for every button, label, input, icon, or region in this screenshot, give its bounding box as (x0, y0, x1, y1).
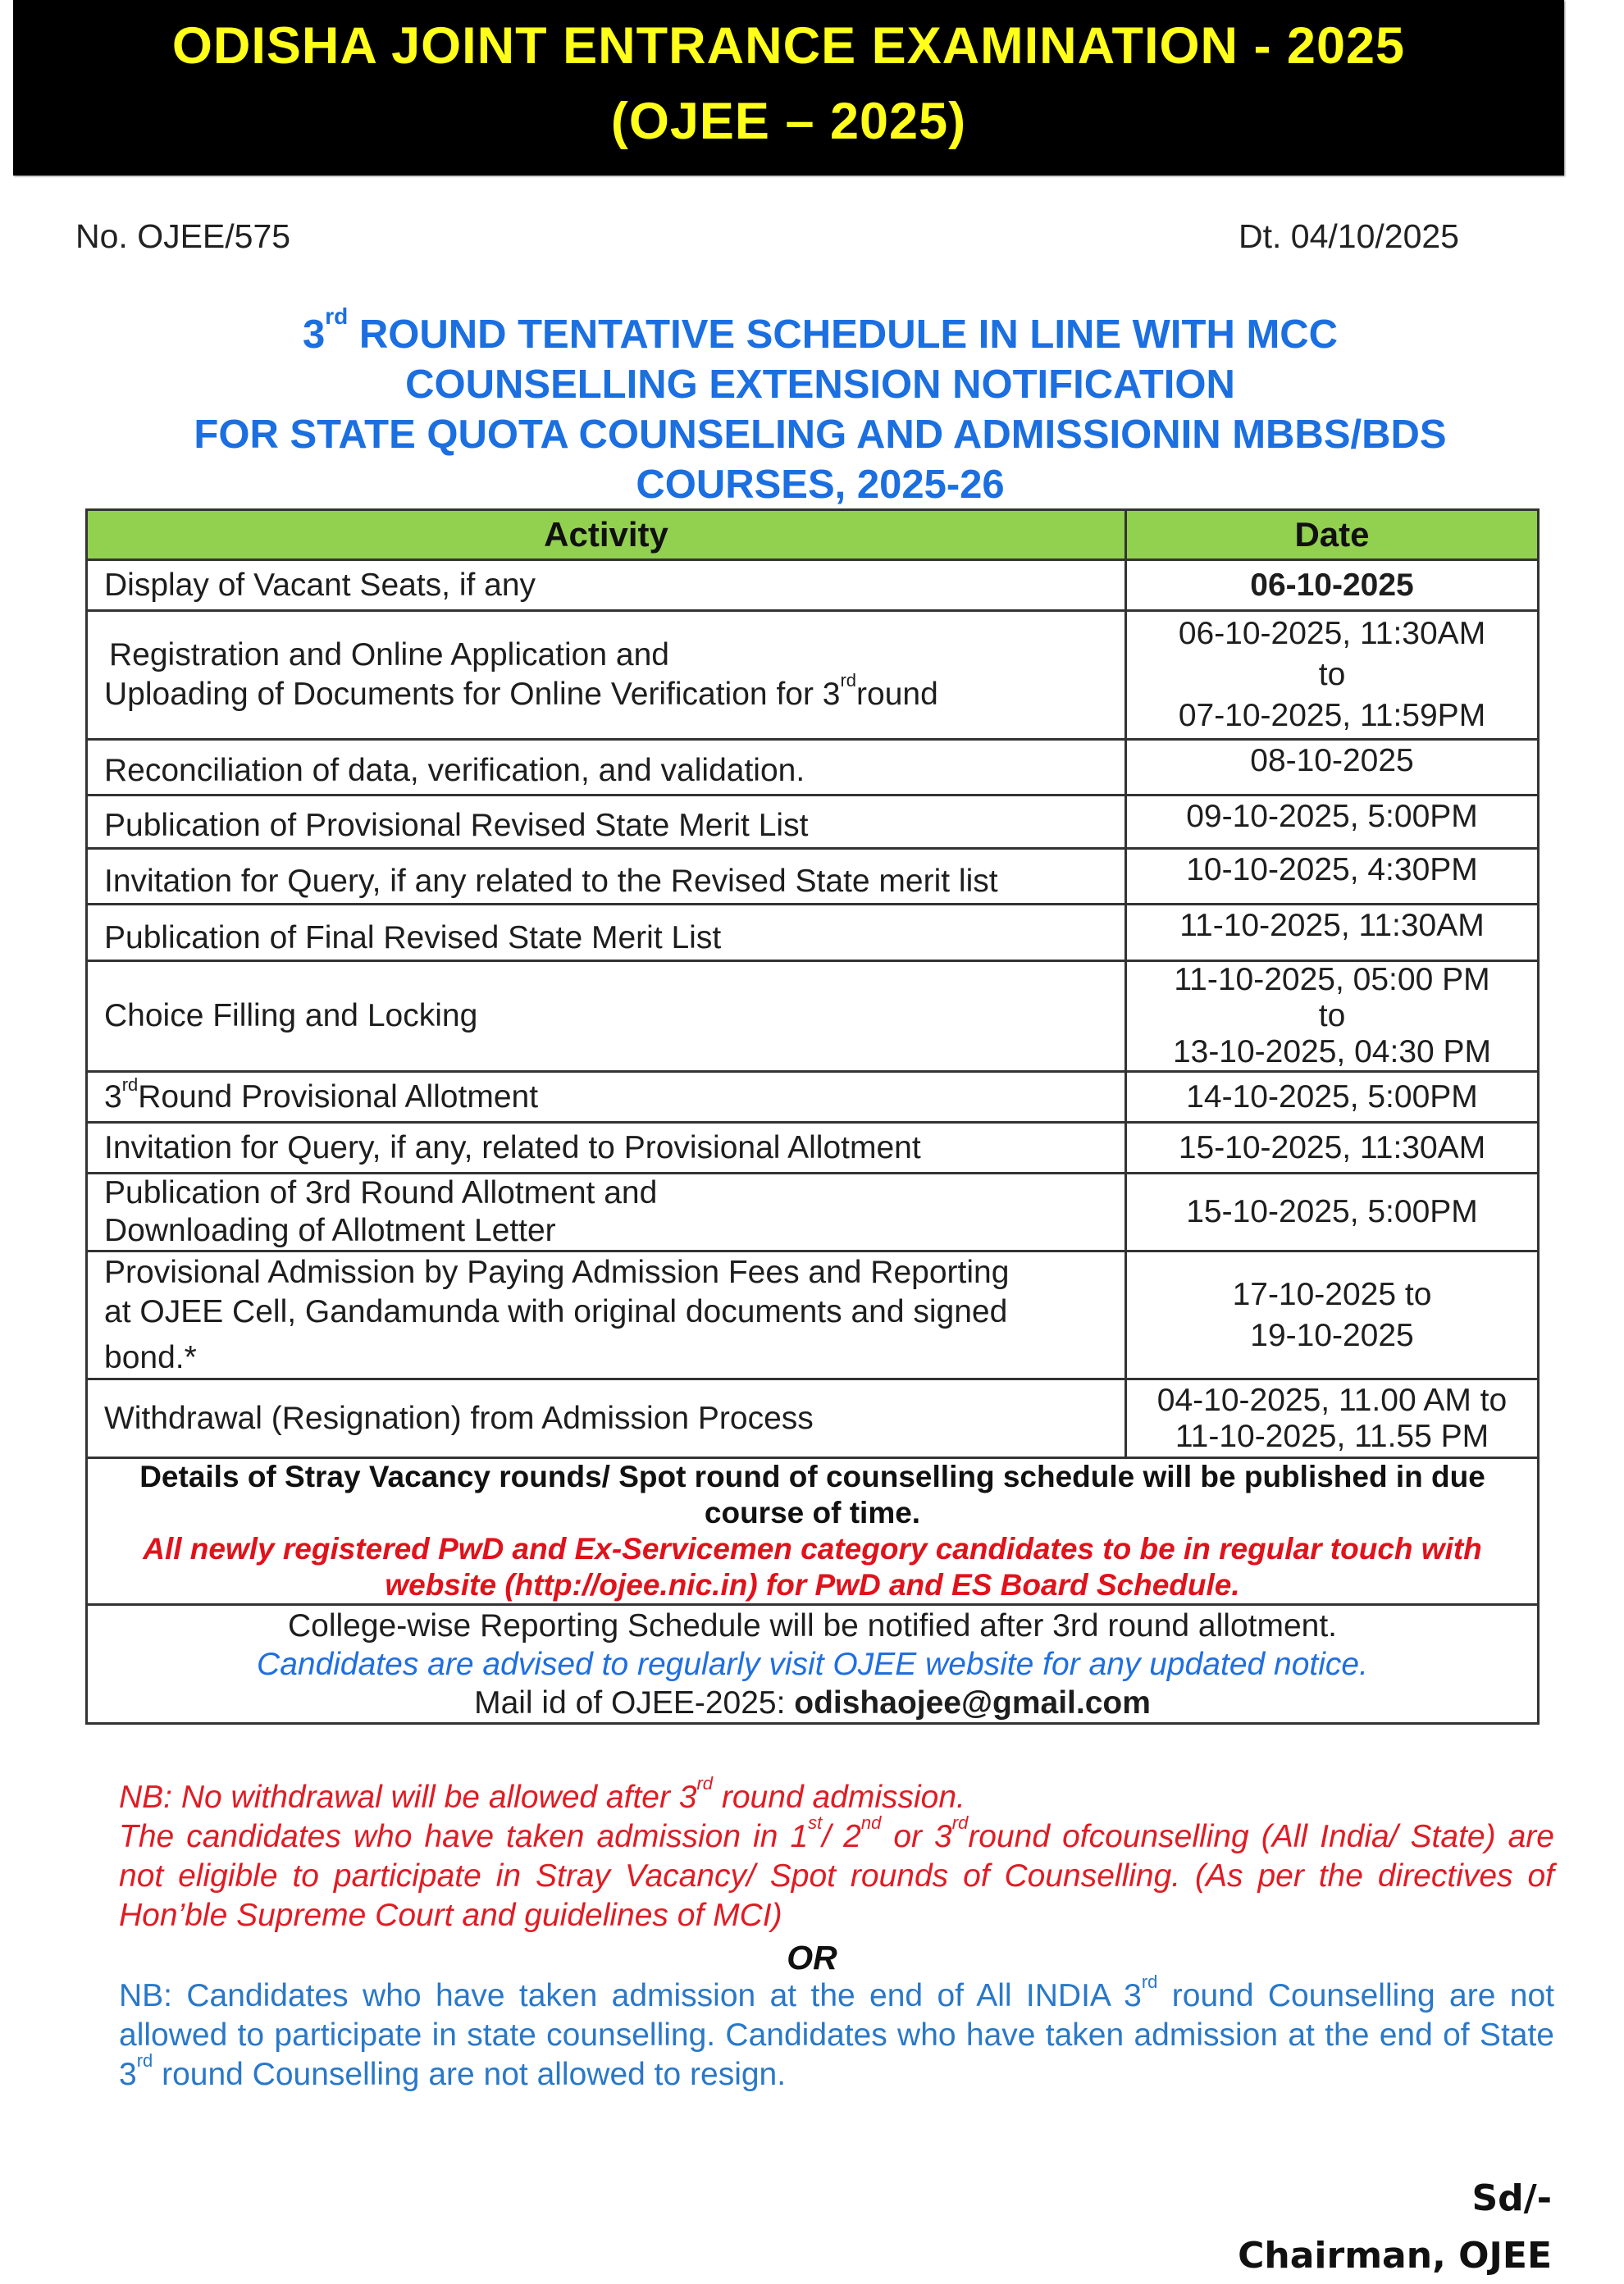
heading-line-1 (82, 303, 1558, 360)
table-row (87, 1251, 1539, 1379)
ordinal-suffix: nd (860, 1812, 882, 1833)
activity-line: bond.* (104, 1339, 197, 1375)
ordinal-suffix: rd (136, 2050, 153, 2071)
nb-text: round admission. (713, 1780, 965, 1815)
heading-ordinal-suffix: rd (325, 303, 349, 329)
activity-line: Provisional Admission by Paying Admission Fees and Reporting (104, 1254, 1010, 1290)
ordinal-suffix: rd (840, 670, 857, 691)
table-row (87, 740, 1539, 796)
or-separator: OR (787, 1939, 837, 1976)
date-cell (1126, 611, 1539, 740)
date-from: 06-10-2025, 11:30AM (1178, 616, 1486, 651)
nb-text: / 2 (822, 1819, 861, 1854)
ordinal-suffix: rd (696, 1773, 714, 1794)
date-cell (1126, 961, 1539, 1072)
date-cell: 09-10-2025, 5:00PM (1126, 796, 1539, 849)
college-reporting-note (87, 1605, 1539, 1724)
nb-text: round Counselling are not allowed to participate in state counselling. Candidates who have taken admission at the end of State 3 (119, 1978, 1554, 2092)
activity-line: Publication of 3rd Round Allotment and (104, 1175, 658, 1210)
activity-cell: Publication of Provisional Revised State Merit List (87, 796, 1126, 849)
stray-vacancy-note (87, 1458, 1539, 1605)
table-row (87, 1174, 1539, 1251)
table-row (87, 905, 1539, 961)
notice-heading (82, 303, 1558, 510)
table-row (87, 849, 1539, 905)
schedule-table (85, 508, 1540, 1725)
activity-cell: Reconciliation of data, verification, and validation. (87, 740, 1126, 796)
date-to: 19-10-2025 (1250, 1317, 1414, 1353)
activity-line-end: round (856, 677, 938, 712)
table-row (87, 961, 1539, 1072)
nb-eligibility (119, 1812, 1554, 1935)
exam-short-title: (OJEE – 2025) (610, 93, 967, 150)
reference-number: No. OJEE/575 (75, 217, 291, 255)
table-row (87, 796, 1539, 849)
college-note-line: College-wise Reporting Schedule will be notified after 3rd round allotment. (287, 1607, 1338, 1643)
exam-title: ODISHA JOINT ENTRANCE EXAMINATION - 2025 (171, 17, 1406, 75)
activity-ordinal: 3 (104, 1078, 122, 1115)
activity-cell: Display of Vacant Seats, if any (87, 560, 1126, 611)
nb-text: round Counselling are not allowed to resign. (153, 2057, 787, 2092)
pwd-es-note-line: All newly registered PwD and Ex-Servicemen category candidates to be in regular touch with (143, 1532, 1482, 1566)
advisory-note-line: Candidates are advised to regularly visit OJEE website for any updated notice. (257, 1646, 1368, 1682)
nb-text: NB: No withdrawal will be allowed after 3 (119, 1780, 697, 1815)
date-to: 13-10-2025, 04:30 PM (1172, 1034, 1492, 1069)
date-to-word: to (1318, 657, 1346, 692)
table-row (87, 560, 1539, 611)
nb-blue-note (119, 1972, 1554, 2095)
nb-no-withdrawal (119, 1773, 1554, 1817)
date-cell: 15-10-2025, 11:30AM (1126, 1123, 1539, 1174)
activity-cell (87, 1072, 1126, 1123)
signatory-title: Chairman, OJEE (1238, 2235, 1552, 2277)
heading-line-3: FOR STATE QUOTA COUNSELING AND ADMISSIONIN MBBS/BDS (194, 413, 1447, 457)
activity-cell: Invitation for Query, if any, related to Provisional Allotment (87, 1123, 1126, 1174)
date-cell: 14-10-2025, 5:00PM (1126, 1072, 1539, 1123)
heading-line-2: COUNSELLING EXTENSION NOTIFICATION (405, 362, 1235, 407)
activity-cell (87, 1174, 1126, 1251)
activity-cell: Publication of Final Revised State Merit List (87, 905, 1126, 961)
date-from: 11-10-2025, 05:00 PM (1174, 962, 1490, 997)
stray-vacancy-note-row (87, 1458, 1539, 1605)
heading-line-1-text: ROUND TENTATIVE SCHEDULE IN LINE WITH MCC (348, 312, 1339, 357)
activity-cell: Withdrawal (Resignation) from Admission Process (87, 1379, 1126, 1458)
activity-cell (87, 1251, 1126, 1379)
date-cell: 06-10-2025 (1126, 560, 1539, 611)
column-header-date: Date (1126, 510, 1539, 560)
activity-text: Round Provisional Allotment (138, 1078, 539, 1115)
date-cell: 08-10-2025 (1126, 740, 1539, 796)
nb-text: NB: Candidates who have taken admission at the end of All INDIA 3 (119, 1978, 1142, 2013)
pwd-es-note-line: website (http://ojee.nic.in) for PwD and ES Board Schedule. (385, 1568, 1240, 1602)
heading-line-4: COURSES, 2025-26 (636, 463, 1005, 507)
ordinal-suffix: rd (1141, 1972, 1158, 1992)
nb-text: or 3 (881, 1819, 952, 1854)
nb-text: The candidates who have taken admission in 1 (119, 1819, 809, 1854)
nb-text: round ofcounselling (All India/ State) are not eligible to participate in Stray Vacancy/ Spot rounds of Counselling. (As per the directives of Hon’ble Supreme Court and guidelines of MCI) (119, 1819, 1554, 1933)
activity-cell: Choice Filling and Locking (87, 961, 1126, 1072)
ordinal-suffix: rd (951, 1812, 969, 1833)
activity-cell (87, 611, 1126, 740)
date-cell: 15-10-2025, 5:00PM (1126, 1174, 1539, 1251)
college-note-row (87, 1605, 1539, 1724)
table-row (87, 1072, 1539, 1123)
signature-sd: Sd/- (1471, 2177, 1552, 2219)
date-from: 04-10-2025, 11.00 AM to (1156, 1382, 1508, 1418)
ordinal-suffix: st (808, 1812, 823, 1833)
activity-cell: Invitation for Query, if any related to the Revised State merit list (87, 849, 1126, 905)
activity-line: Downloading of Allotment Letter (104, 1213, 556, 1248)
date-to: 11-10-2025, 11.55 PM (1175, 1418, 1489, 1454)
reference-date: Dt. 04/10/2025 (1239, 217, 1459, 255)
contact-email[interactable]: odishaojee@gmail.com (794, 1685, 1151, 1721)
stray-note-line: course of time. (704, 1496, 921, 1530)
activity-line: at OJEE Cell, Gandamunda with original documents and signed (104, 1293, 1008, 1329)
ordinal-suffix: rd (121, 1074, 139, 1095)
table-row (87, 611, 1539, 740)
activity-line: Uploading of Documents for Online Verification for 3 (104, 677, 841, 712)
table-header-row (87, 510, 1539, 560)
column-header-activity: Activity (87, 510, 1126, 560)
nb-red-note (119, 1773, 1554, 1935)
activity-line: Registration and Online Application and (109, 637, 669, 672)
date-from: 17-10-2025 to (1232, 1276, 1432, 1312)
date-cell (1126, 1251, 1539, 1379)
date-to: 07-10-2025, 11:59PM (1178, 698, 1486, 733)
table-row (87, 1379, 1539, 1458)
table-row (87, 1123, 1539, 1174)
mail-label: Mail id of OJEE-2025: (474, 1685, 795, 1721)
title-banner (13, 0, 1564, 176)
heading-ordinal: 3 (302, 312, 326, 357)
date-to-word: to (1318, 998, 1346, 1033)
date-cell: 10-10-2025, 4:30PM (1126, 849, 1539, 905)
date-cell (1126, 1379, 1539, 1458)
stray-note-line: Details of Stray Vacancy rounds/ Spot round of counselling schedule will be published in due (139, 1460, 1485, 1493)
date-cell: 11-10-2025, 11:30AM (1126, 905, 1539, 961)
